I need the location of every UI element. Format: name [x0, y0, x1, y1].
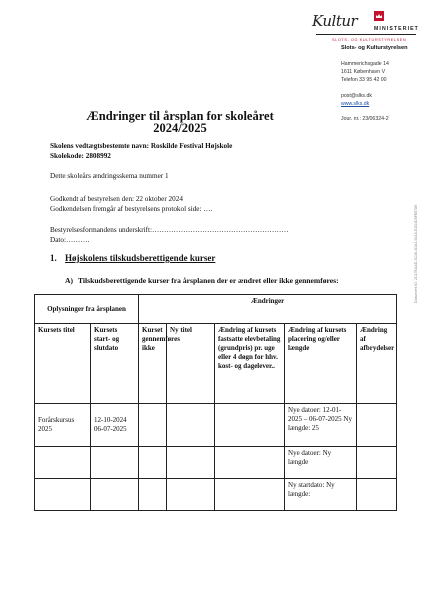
signature-date: Dato:………. — [50, 236, 90, 244]
logo-script: Kultur — [312, 12, 358, 30]
course-changes-table — [34, 294, 397, 511]
cell-placement: Nye datoer: Ny længde — [285, 447, 357, 479]
logo-subline: SLOTS- OG KULTURSTYRELSEN — [332, 38, 407, 42]
cell-breaks — [357, 479, 397, 511]
chairman-signature: Bestyrelsesformandens underskrift:………………………………………………… — [50, 226, 289, 234]
section-title: Højskolens tilskudsberettigende kurser — [65, 253, 216, 263]
approval-protocol: Godkendelsen fremgår af bestyrelsens protokol side: …. — [50, 205, 213, 213]
page-title-line1: Ændringer til årsplan for skoleåret — [86, 109, 274, 123]
column-header-title: Kursets titel — [35, 324, 91, 404]
agency-phone: Telefon 33 95 42 00 — [341, 77, 387, 83]
subsection-letter: A) — [65, 276, 74, 285]
cell-breaks — [357, 404, 397, 447]
approval-date: Godkendt af bestyrelsen den: 22 oktober 2024 — [50, 195, 183, 203]
table-row — [35, 404, 397, 447]
page-title-line2: 2024/2025 — [153, 121, 207, 135]
agency-web-link[interactable]: www.slks.dk — [341, 101, 370, 107]
column-header-dates: Kursets start- og slutdato — [91, 324, 139, 404]
group-header-changes: Ændringer — [139, 295, 397, 324]
cell-placement: Nye datoer: 12-01-2025 – 06-07-2025 Ny længde: 25 — [285, 404, 357, 447]
agency-name: Slots- og Kulturstyrelsen — [341, 45, 408, 51]
ministry-logo — [312, 8, 419, 42]
cell-price — [215, 479, 285, 511]
crown-icon — [373, 10, 385, 22]
table-row — [35, 479, 397, 511]
agency-email: post@slks.dk — [341, 93, 372, 99]
cell-not-held — [139, 404, 167, 447]
column-header-price: Ændring af kursets fastsatte elevbetaling (grundpris) pr. uge eller 4 døgn for hhv. kost- og dagelever.. — [215, 324, 285, 404]
scheme-number: Dette skoleårs ændringsskema nummer 1 — [50, 172, 169, 180]
cell-new-title — [167, 447, 215, 479]
section-number: 1. — [50, 253, 57, 263]
school-name: Skolens vedtægtsbestemte navn: Roskilde Festival Højskole — [50, 142, 233, 150]
column-header-new-title: Ny titel — [167, 324, 215, 404]
school-code: Skolekode: 2808992 — [50, 152, 111, 160]
group-header-plan: Oplysninger fra årsplanen — [35, 295, 139, 324]
cell-dates: 12-10-2024 06-07-2025 — [91, 404, 139, 447]
column-header-placement: Ændring af kursets placering og/eller længde — [285, 324, 357, 404]
cell-not-held — [139, 479, 167, 511]
cell-dates — [91, 479, 139, 511]
document-id: Dokument ID: 2C17EAAD-3C36-4DA4-924A-E2D4D5FB5789 — [414, 204, 418, 303]
table-row — [35, 447, 397, 479]
cell-new-title — [167, 404, 215, 447]
logo-wordmark: MINISTERIET — [374, 26, 419, 32]
cell-price — [215, 447, 285, 479]
cell-placement: Ny startdato: Ny længde: — [285, 479, 357, 511]
cell-title — [35, 447, 91, 479]
agency-address-line2: 1611 København V — [341, 69, 386, 75]
cell-new-title — [167, 479, 215, 511]
cell-not-held — [139, 447, 167, 479]
column-header-not-held: Kurset gennemføres ikke — [139, 324, 167, 404]
subsection-title: Tilskudsberettigende kurser fra årsplanen der er ændret eller ikke gennemføres: — [78, 276, 339, 285]
agency-address-line1: Hammerichsgade 14 — [341, 61, 389, 67]
cell-title: Forårskursus 2025 — [35, 404, 91, 447]
cell-price — [215, 404, 285, 447]
cell-breaks — [357, 447, 397, 479]
logo-rule — [316, 34, 416, 35]
cell-title — [35, 479, 91, 511]
column-header-breaks: Ændring af afbrydelser — [357, 324, 397, 404]
journal-number: Jour. nr.: 23/06324-2 — [341, 116, 389, 122]
cell-dates — [91, 447, 139, 479]
